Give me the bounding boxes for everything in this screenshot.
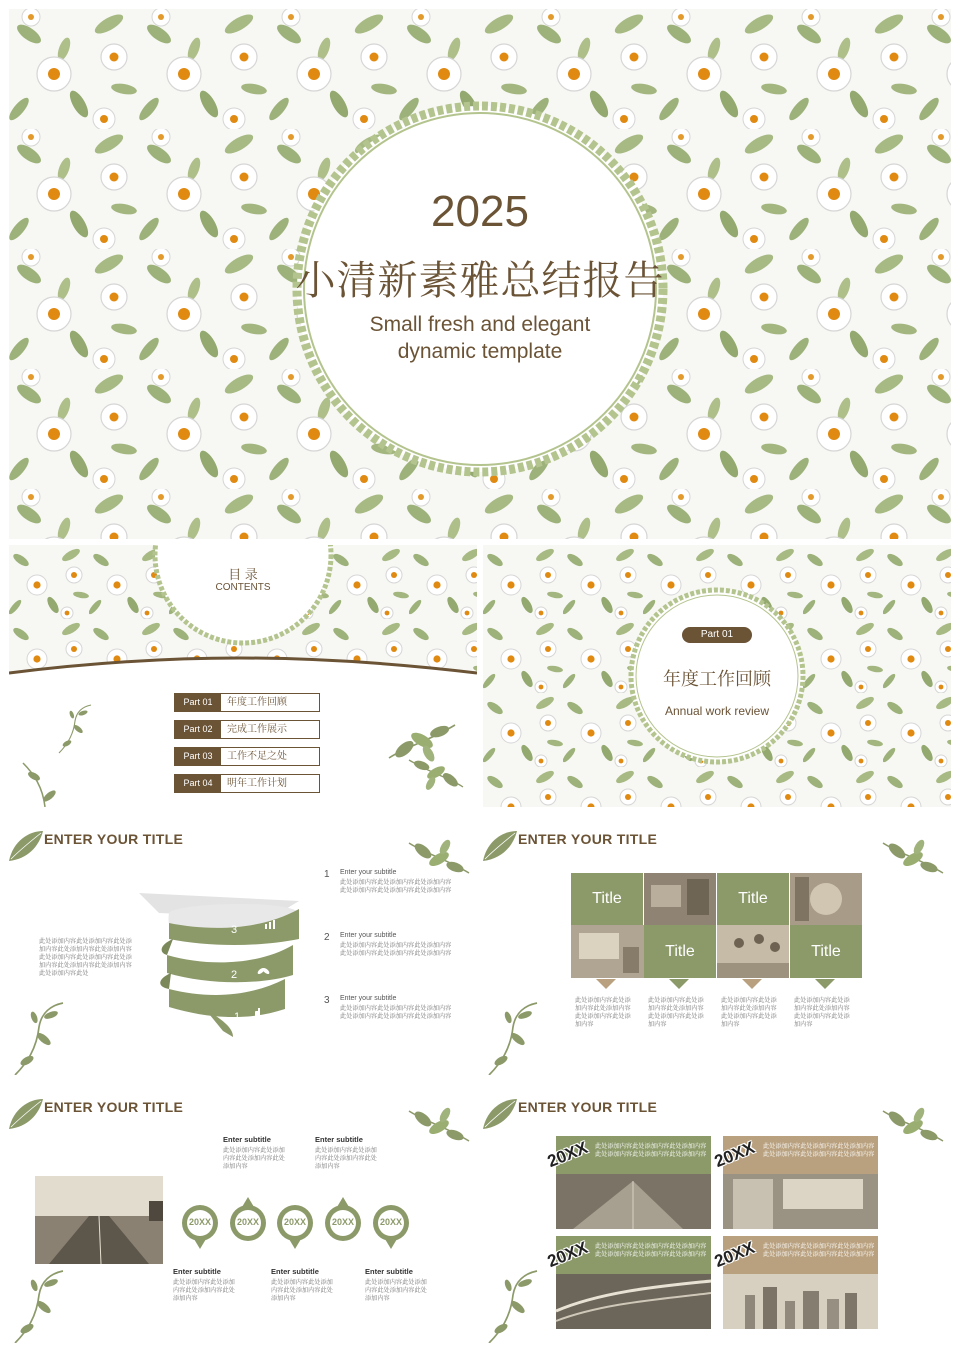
toc-item[interactable]: [174, 774, 320, 793]
toc-item-label: 完成工作展示: [227, 724, 287, 735]
spiral-item: [324, 869, 454, 895]
item-text: 此处添加内容此处添加内容此处添加内容此处添加内容此处添加内容此处添加内容: [340, 942, 452, 957]
spiral-left-text: 此处添加内容此处添加内容此处添加内容此处添加内容此处添加内容此处添加内容此处添加内容此处添加内容此处添加内容此处添加内容此处添加内容此处: [39, 938, 132, 977]
item-subtitle: Enter subtitle: [223, 1135, 271, 1144]
card-year: 20XX: [711, 1137, 758, 1172]
section-slide: [483, 545, 951, 807]
timeline-top-item: [223, 1135, 287, 1171]
cards-slide: [483, 1081, 951, 1343]
timeline-bottom-item: [365, 1267, 429, 1303]
cards-decor: [483, 1081, 951, 1343]
card-text: 此处添加内容此处添加内容此处添加内容此处添加内容此处添加内容此处添加内容: [763, 1243, 875, 1258]
spiral-item: [324, 932, 454, 958]
card-text: 此处添加内容此处添加内容此处添加内容此处添加内容此处添加内容此处添加内容: [595, 1143, 707, 1158]
spiral-item: [324, 995, 454, 1021]
tile-title[interactable]: Title: [738, 890, 768, 907]
section-title: 年度工作回顾: [663, 669, 771, 689]
timeline-top-item: [315, 1135, 379, 1171]
tiles-slide: [483, 813, 951, 1075]
item-text: 此处添加内容此处添加内容此处添加内容此处添加内容此处添加内容此处添加内容: [340, 1005, 452, 1020]
card-text: 此处添加内容此处添加内容此处添加内容此处添加内容此处添加内容此处添加内容: [595, 1243, 707, 1258]
tiles-decor: [483, 813, 951, 1075]
toc-item-label: 明年工作计划: [227, 778, 287, 789]
card-year: 20XX: [711, 1237, 758, 1272]
item-subtitle: Enter your subtitle: [340, 869, 397, 876]
spiral-slide: [9, 813, 477, 1075]
item-text: 此处添加内容此处添加内容此处添加内容此处添加内容: [271, 1279, 333, 1302]
slide-heading: ENTER YOUR TITLE: [518, 1099, 658, 1115]
toc-item[interactable]: [174, 693, 320, 712]
tile-caption: 此处添加内容此处添加内容此处添加内容此处添加内容此处添加内容: [721, 997, 777, 1028]
toc-item-part: Part 01: [175, 694, 221, 711]
timeline-decor: [9, 1081, 477, 1343]
road-photo: [35, 1176, 163, 1264]
item-subtitle: Enter subtitle: [173, 1267, 221, 1276]
item-text: 此处添加内容此处添加内容此处添加内容此处添加内容: [315, 1147, 377, 1170]
toc-item[interactable]: [174, 747, 320, 766]
tile-caption: 此处添加内容此处添加内容此处添加内容此处添加内容此处添加内容: [575, 997, 631, 1028]
timeline-bottom-item: [173, 1267, 237, 1303]
item-text: 此处添加内容此处添加内容此处添加内容此处添加内容: [173, 1279, 235, 1302]
toc-item-label: 年度工作回顾: [227, 697, 287, 708]
item-text: 此处添加内容此处添加内容此处添加内容此处添加内容此处添加内容此处添加内容: [340, 879, 452, 894]
item-number: 2: [324, 932, 330, 943]
item-text: 此处添加内容此处添加内容此处添加内容此处添加内容: [223, 1147, 285, 1170]
timeline-node: 20XX: [283, 1217, 307, 1227]
ribbon-number-1: 1: [234, 1011, 241, 1023]
tile-title[interactable]: Title: [665, 943, 695, 960]
section-badge: Part 01: [700, 629, 734, 640]
tile-title[interactable]: Title: [811, 943, 841, 960]
toc-list: [174, 693, 320, 793]
timeline-node: 20XX: [379, 1217, 403, 1227]
slide-heading: ENTER YOUR TITLE: [44, 831, 184, 847]
timeline-node: 20XX: [236, 1217, 260, 1227]
card-text: 此处添加内容此处添加内容此处添加内容此处添加内容此处添加内容此处添加内容: [763, 1143, 875, 1158]
item-number: 3: [324, 995, 330, 1006]
item-number: 1: [324, 869, 330, 880]
item-subtitle: Enter your subtitle: [340, 995, 397, 1002]
item-subtitle: Enter your subtitle: [340, 932, 397, 939]
timeline-slide: [9, 1081, 477, 1343]
toc-item-part: Part 02: [175, 721, 221, 738]
toc-title: 目 录: [228, 567, 258, 582]
tile-caption: 此处添加内容此处添加内容此处添加内容此处添加内容此处添加内容: [648, 997, 704, 1028]
item-subtitle: Enter subtitle: [271, 1267, 319, 1276]
toc-item-label: 工作不足之处: [227, 751, 287, 762]
toc-slide: [9, 545, 477, 807]
timeline-node: 20XX: [188, 1217, 212, 1227]
ribbon-number-3: 3: [231, 924, 238, 936]
toc-title-en: CONTENTS: [215, 582, 271, 593]
toc-item-part: Part 03: [175, 748, 221, 765]
item-subtitle: Enter subtitle: [365, 1267, 413, 1276]
cover-title: 小清新素雅总结报告: [295, 259, 665, 303]
card-year: 20XX: [544, 1237, 591, 1272]
section-subtitle: Annual work review: [664, 704, 770, 718]
cover-year: 2025: [431, 187, 529, 236]
item-subtitle: Enter subtitle: [315, 1135, 363, 1144]
cover-subtitle-line2: dynamic template: [397, 340, 563, 363]
card-year: 20XX: [544, 1137, 591, 1172]
item-text: 此处添加内容此处添加内容此处添加内容此处添加内容: [365, 1279, 427, 1302]
timeline-bottom-item: [271, 1267, 335, 1303]
slide-heading: ENTER YOUR TITLE: [518, 831, 658, 847]
tile-title[interactable]: Title: [592, 890, 622, 907]
tile-caption: 此处添加内容此处添加内容此处添加内容此处添加内容此处添加内容: [794, 997, 850, 1028]
toc-item-part: Part 04: [175, 775, 221, 792]
cover-slide: [9, 9, 951, 539]
ribbon-number-2: 2: [231, 969, 238, 981]
slide-heading: ENTER YOUR TITLE: [44, 1099, 184, 1115]
timeline-node: 20XX: [331, 1217, 355, 1227]
cover-subtitle-line1: Small fresh and elegant: [369, 313, 591, 336]
toc-item[interactable]: [174, 720, 320, 739]
